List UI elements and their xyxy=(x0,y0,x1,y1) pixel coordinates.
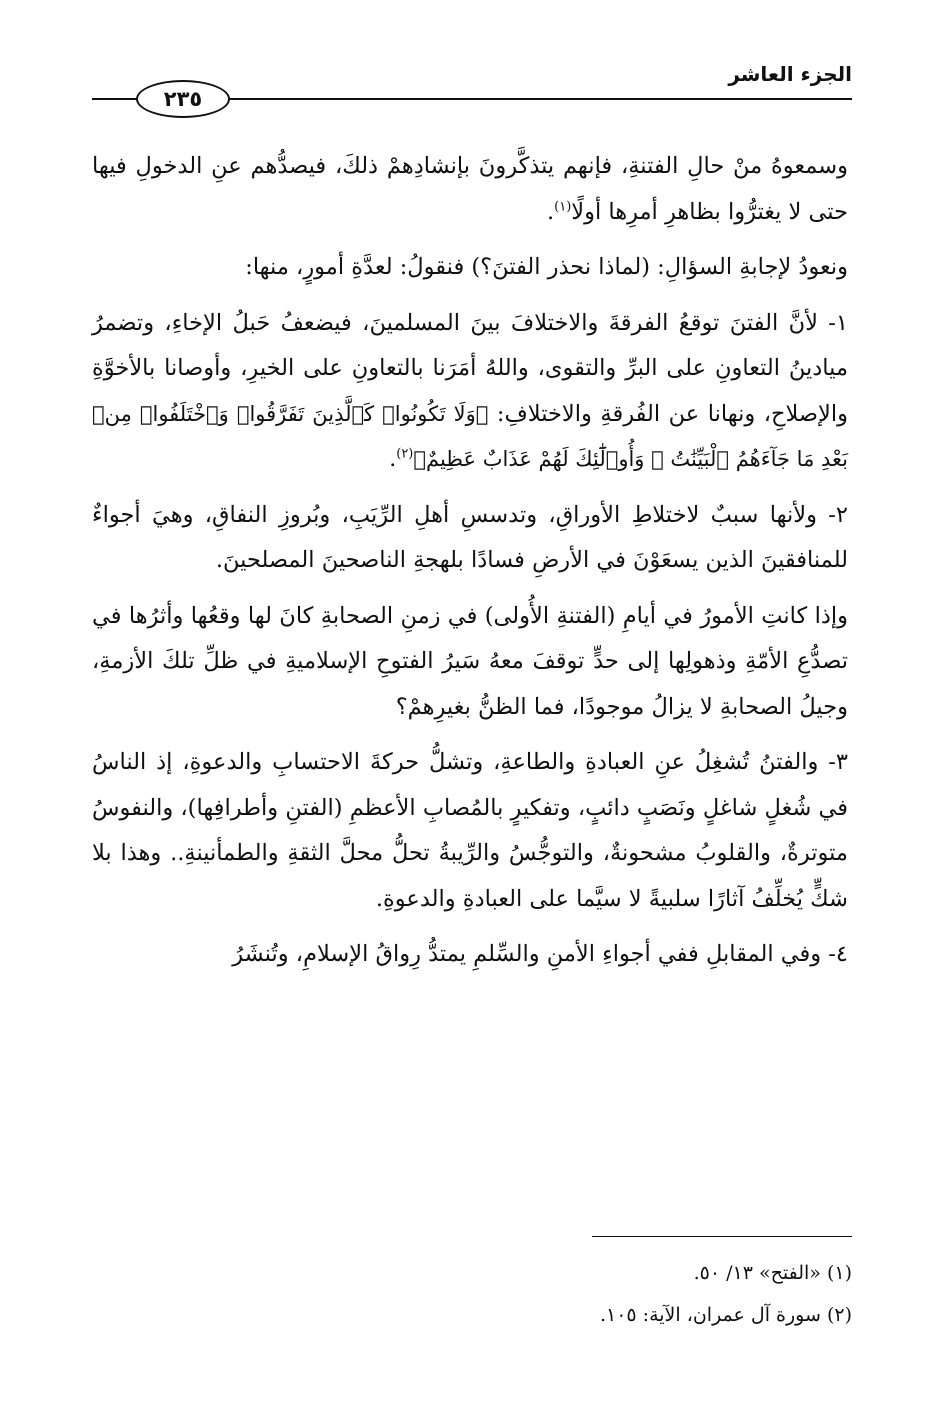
running-title: الجزء العاشر xyxy=(728,62,852,86)
paragraph-1-text: وسمعوهُ منْ حالِ الفتنةِ، فإنهم يتذكَّرونَ بإنشادِهمْ ذلكَ، فيصدُّهم عنِ الدخولِ فيها حتى لا يغترُّوا بظاهرِ أمرِها أولًا xyxy=(92,153,848,225)
page-number: ٢٣٥ xyxy=(136,80,230,118)
paragraph-1 xyxy=(92,144,848,235)
paragraph-6: ٣- والفتنُ تُشغِلُ عنِ العبادةِ والطاعةِ، وتشلُّ حركةَ الاحتسابِ والدعوةِ، إذ الناسُ في شُغلٍ شاغلٍ ونَصَبٍ دائبٍ، وتفكيرٍ بالمُصابِ الأعظمِ (الفتنِ وأطرافِها)، والنفوسُ متوترةٌ، والقلوبُ مشحونةٌ، والتوجُّسُ والرِّيبةُ تحلُّ محلَّ الثقةِ والطمأنينةِ.. وهذا بلا شكٍّ يُخلِّفُ آثارًا سلبيةً لا سيَّما على العبادةِ والدعوةِ. xyxy=(92,749,848,912)
page-header xyxy=(92,60,852,112)
footnote-ref-1: (١) xyxy=(554,199,572,214)
paragraph-3-end: . xyxy=(389,446,397,472)
paragraph-1-end: . xyxy=(546,198,555,225)
paragraph-5: وإذا كانتِ الأمورُ في أيامِ (الفتنةِ الأُولى) في زمنِ الصحابةِ كانَ لها وقعُها وأثرُها في تصدُّعِ الأمّةِ وذهولِها إلى حدٍّ توقفَ معهُ سَيرُ الفتوحِ الإسلاميةِ في ظلِّ تلكَ الأزمةِ، وجيلُ الصحابةِ لا يزالُ موجودًا، فما الظنُّ بغيرِهمْ؟ xyxy=(92,602,848,720)
footnote-ref-2: (٢) xyxy=(396,446,414,462)
paragraph-2: ونعودُ لإجابةِ السؤالِ: (لماذا نحذر الفتنَ؟) فنقولُ: لعدَّةِ أمورٍ، منها: xyxy=(245,254,848,280)
footnotes xyxy=(92,1252,852,1336)
paragraph-3-text: ١- لأنَّ الفتنَ توقعُ الفرقةَ والاختلافَ بينَ المسلمينَ، فيضعفُ حَبلُ الإخاءِ، وتضمرُ ميادينُ التعاونِ على البرِّ والتقوى، واللهُ أمَرَنا بالتعاونِ على الخيرِ، وأوصانا بالأخوَّةِ والإصلاحِ، ونهانا عن الفُرقةِ والاختلافِ: xyxy=(92,309,848,427)
body-text xyxy=(92,144,848,988)
paragraph-4: ٢- ولأنها سببٌ لاختلاطِ الأوراقِ، وتدسسِ أهلِ الرِّيَبِ، وبُروزِ النفاقِ، وهيَ أجواءٌ للمنافقينَ الذين يسعَوْنَ في الأرضِ فسادًا بلهجةِ الناصحينَ المصلحينَ. xyxy=(92,501,848,573)
paragraph-7: ٤- وفي المقابلِ ففي أجواءِ الأمنِ والسِّلمِ يمتدُّ رِواقُ الإسلامِ، وتُنشَرُ xyxy=(232,941,848,967)
quran-verse: ﴿وَلَا تَكُونُوا۟ كَٱلَّذِينَ تَفَرَّقُوا۟ وَٱخْتَلَفُوا۟ مِنۢ بَعْدِ مَا جَآءَهُمُ ٱلْبَيِّنَٰتُ ۚ وَأُو۟لَٰٓئِكَ لَهُمْ عَذَابٌ عَظِيمٌ﴾ xyxy=(92,401,848,471)
footnote-2: (٢) سورة آل عمران، الآية: ١٠٥. xyxy=(599,1304,852,1326)
paragraph-3 xyxy=(92,301,848,483)
footnote-1: (١) «الفتح» ١٣/ ٥٠. xyxy=(693,1262,852,1284)
footnote-rule xyxy=(592,1236,852,1237)
